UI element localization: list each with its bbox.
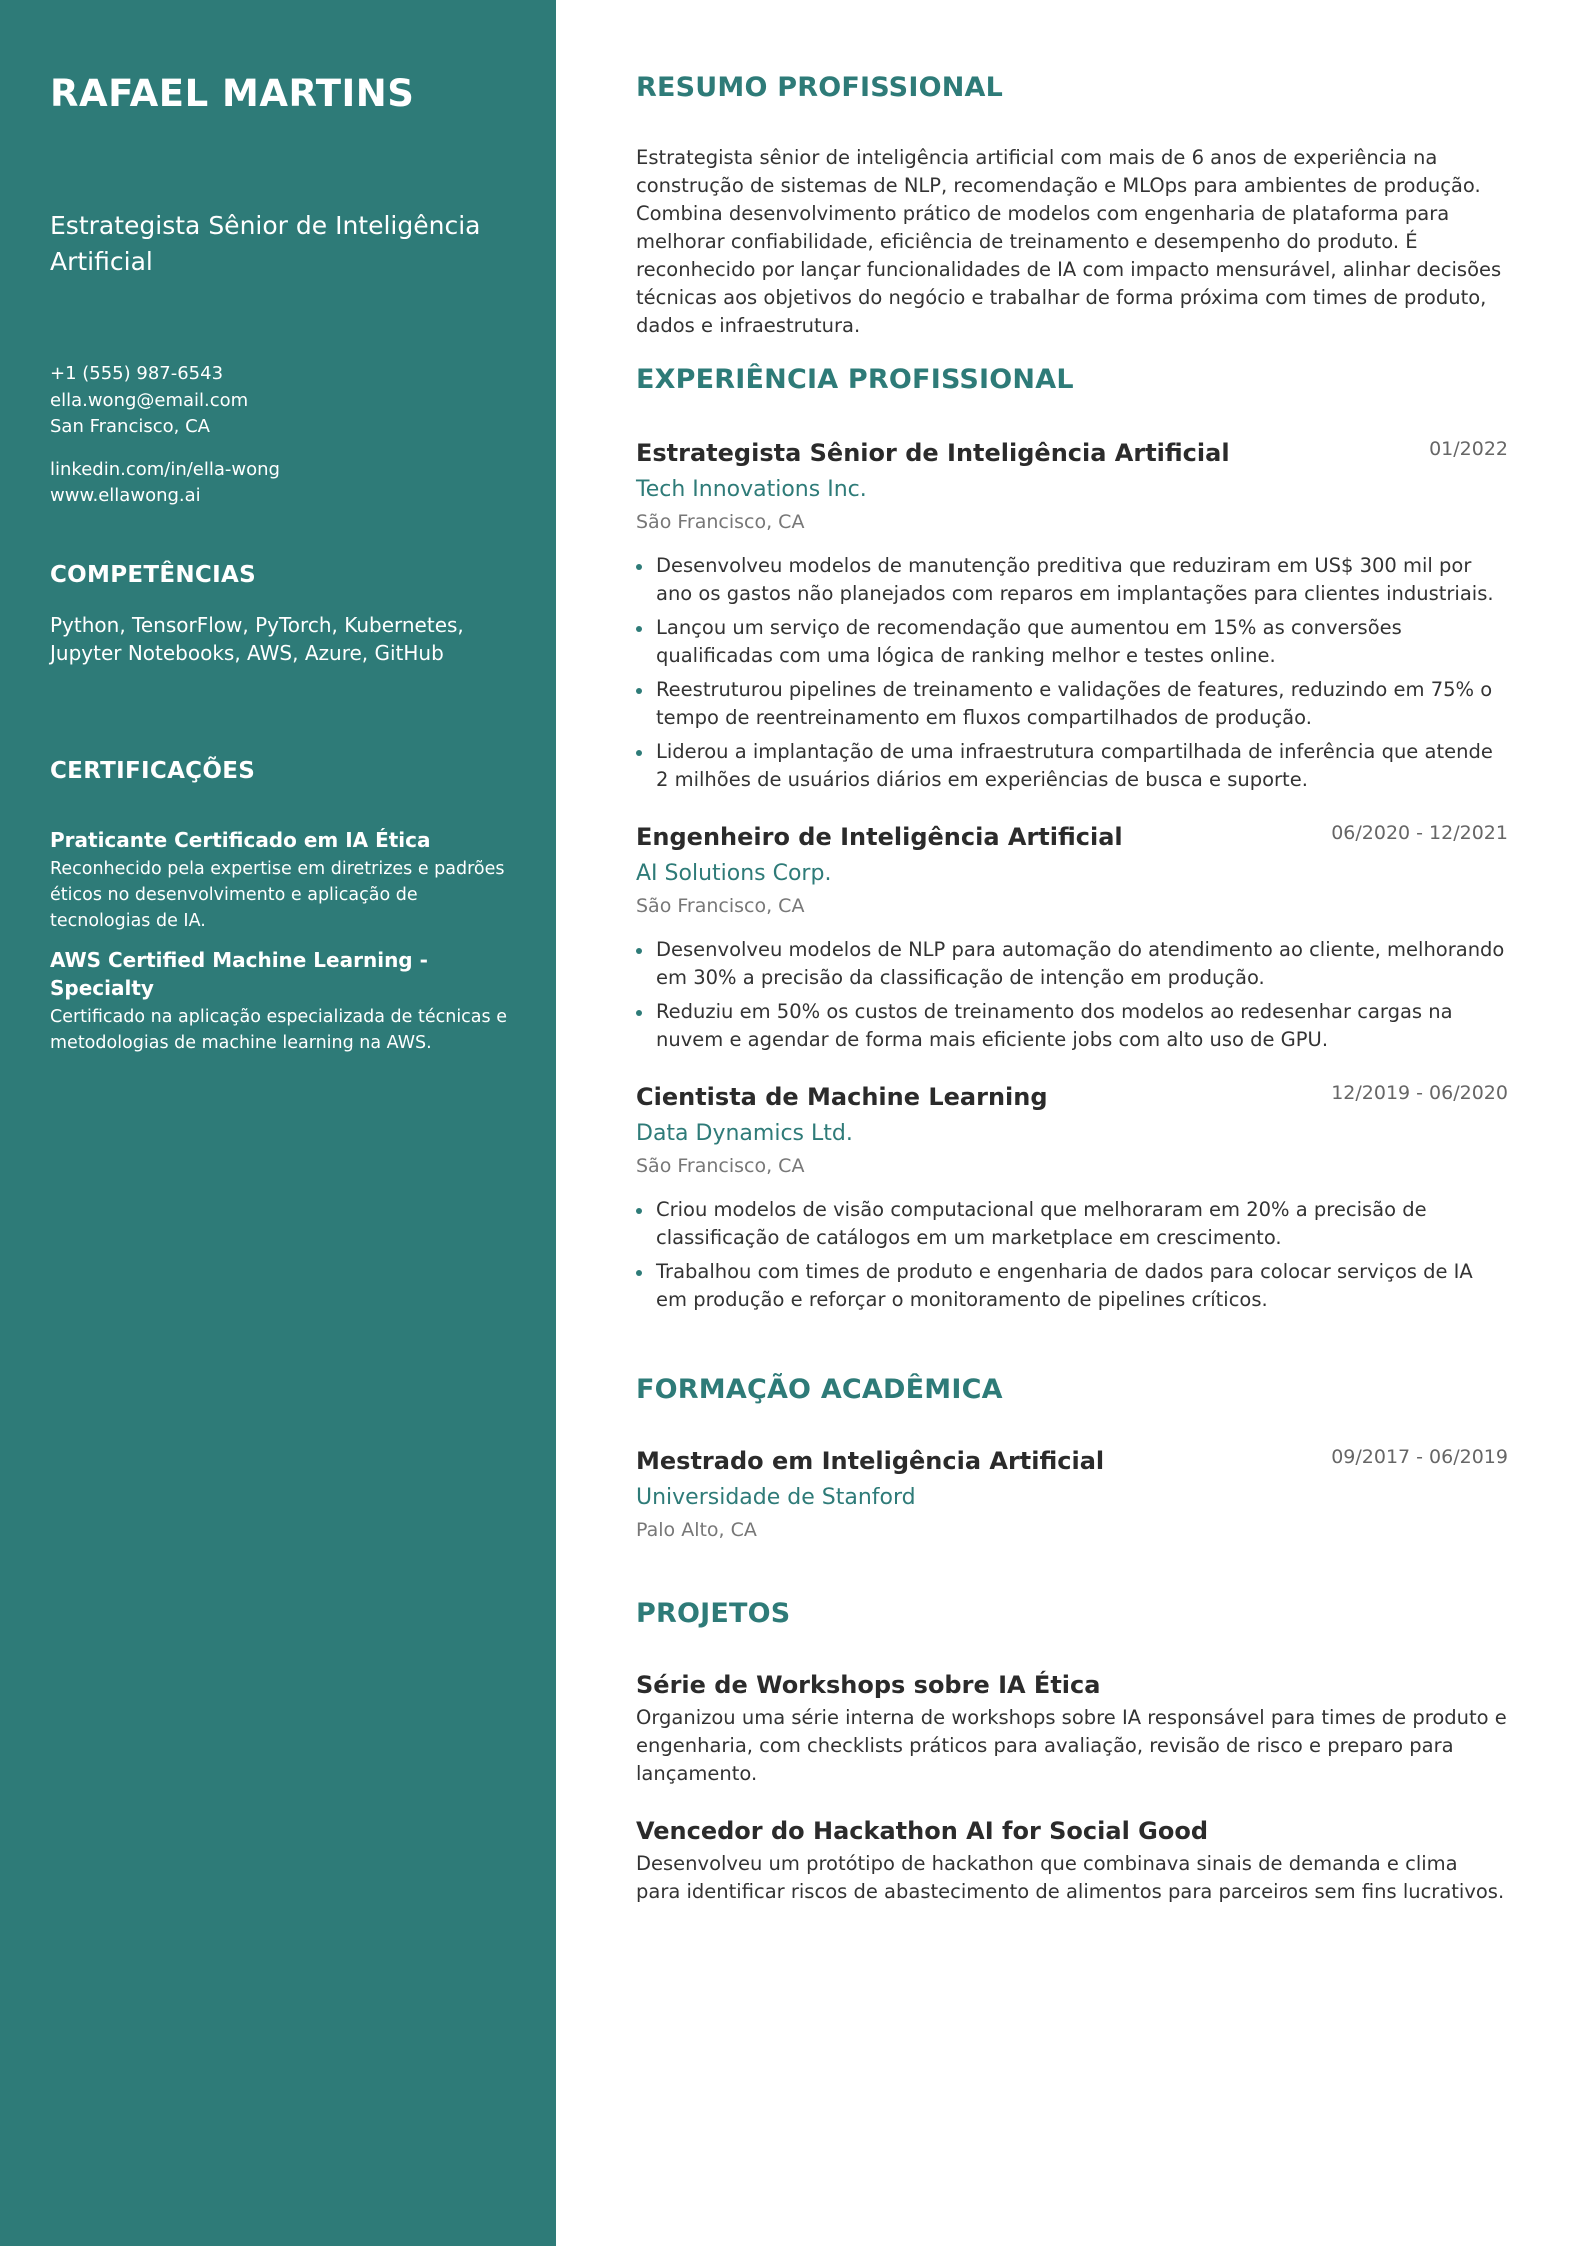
education-entry — [636, 1444, 1508, 1544]
project-item — [636, 1668, 1508, 1788]
project-description: Organizou uma série interna de workshops sobre IA responsável para times de produto e engenharia, com checklists práticos para avaliação, revisão de risco e preparo para lançamento. — [636, 1706, 1507, 1785]
school-location: Palo Alto, CA — [636, 1519, 757, 1541]
candidate-headline: Estrategista Sênior de Inteligência Artificial — [50, 211, 481, 276]
sidebar — [0, 0, 556, 2246]
job-entry — [636, 820, 1508, 1060]
project-title: Série de Workshops sobre IA Ética — [636, 1671, 1101, 1699]
website-link[interactable]: www.ellawong.ai — [50, 485, 201, 506]
school-name: Universidade de Stanford — [636, 1485, 916, 1510]
job-company: AI Solutions Corp. — [636, 861, 832, 886]
projects-heading: PROJETOS — [636, 1598, 791, 1629]
location-text: San Francisco, CA — [50, 416, 210, 437]
certification-title: Praticante Certificado em IA Ética — [50, 828, 431, 852]
skills-heading: COMPETÊNCIAS — [50, 562, 256, 588]
job-entry — [636, 1080, 1508, 1320]
job-title: Estrategista Sênior de Inteligência Artificial — [636, 439, 1230, 467]
bullet-item: Criou modelos de visão computacional que melhoraram em 20% a precisão de classificação de catálogos em um marketplace em crescimento. — [636, 1196, 1508, 1252]
project-description: Desenvolveu um protótipo de hackathon que combinava sinais de demanda e clima para identificar riscos de abastecimento de alimentos para parceiros sem fins lucrativos. — [636, 1852, 1505, 1903]
linkedin-link[interactable]: linkedin.com/in/ella-wong — [50, 458, 280, 480]
job-location: São Francisco, CA — [636, 1155, 805, 1177]
bullet-item: Lançou um serviço de recomendação que aumentou em 15% as conversões qualificadas com uma lógica de ranking melhor e testes online. — [636, 614, 1508, 670]
job-title: Cientista de Machine Learning — [636, 1083, 1048, 1111]
job-company: Data Dynamics Ltd. — [636, 1121, 853, 1146]
summary-heading: RESUMO PROFISSIONAL — [636, 72, 1004, 103]
certification-item — [50, 946, 510, 1056]
project-item — [636, 1814, 1508, 1906]
project-title: Vencedor do Hackathon AI for Social Good — [636, 1817, 1209, 1845]
phone-text: +1 (555) 987-6543 — [50, 363, 224, 384]
experience-heading: EXPERIÊNCIA PROFISSIONAL — [636, 364, 1074, 395]
job-date: 01/2022 — [1429, 438, 1508, 460]
job-bullets — [636, 936, 1508, 1054]
job-date: 06/2020 - 12/2021 — [1331, 822, 1508, 844]
job-bullets — [636, 1196, 1508, 1314]
job-location: São Francisco, CA — [636, 895, 805, 917]
certification-title: AWS Certified Machine Learning - Specialty — [50, 948, 428, 1000]
education-heading: FORMAÇÃO ACADÊMICA — [636, 1374, 1003, 1405]
certifications-heading: CERTIFICAÇÕES — [50, 758, 256, 784]
certification-description: Certificado na aplicação especializada de técnicas e metodologias de machine learning na AWS. — [50, 1007, 507, 1053]
job-title: Engenheiro de Inteligência Artificial — [636, 823, 1123, 851]
bullet-item: Trabalhou com times de produto e engenharia de dados para colocar serviços de IA em produção e reforçar o monitoramento de pipelines críticos. — [636, 1258, 1508, 1314]
bullet-item: Reestruturou pipelines de treinamento e validações de features, reduzindo em 75% o tempo de reentreinamento em fluxos compartilhados de produção. — [636, 676, 1508, 732]
contact-block — [50, 361, 280, 510]
bullet-item: Desenvolveu modelos de NLP para automação do atendimento ao cliente, melhorando em 30% a precisão da classificação de intenção em produção. — [636, 936, 1508, 992]
bullet-item: Reduziu em 50% os custos de treinamento dos modelos ao redesenhar cargas na nuvem e agendar de forma mais eficiente jobs com alto uso de GPU. — [636, 998, 1508, 1054]
candidate-name: RAFAEL MARTINS — [50, 72, 415, 115]
email-link[interactable]: ella.wong@email.com — [50, 389, 249, 411]
job-company: Tech Innovations Inc. — [636, 477, 867, 502]
certification-item — [50, 826, 510, 934]
job-location: São Francisco, CA — [636, 511, 805, 533]
summary-text: Estrategista sênior de inteligência artificial com mais de 6 anos de experiência na construção de sistemas de NLP, recomendação e MLOps para ambientes de produção. Combina desenvolvimento prático de modelos com engenharia de plataforma para melhorar confiabilidade, eficiência de treinamento e desempenho do produto. É reconhecido por lançar funcionalidades de IA com impacto mensurável, alinhar decisões técnicas aos objetivos do negócio e trabalhar de forma próxima com times de produto, dados e infraestrutura. — [636, 146, 1502, 337]
certification-description: Reconhecido pela expertise em diretrizes e padrões éticos no desenvolvimento e aplicação de tecnologias de IA. — [50, 859, 505, 931]
skills-list: Python, TensorFlow, PyTorch, Kubernetes, Jupyter Notebooks, AWS, Azure, GitHub — [50, 613, 464, 665]
job-bullets — [636, 552, 1508, 794]
bullet-item: Desenvolveu modelos de manutenção preditiva que reduziram em US$ 300 mil por ano os gastos não planejados com reparos em implantações para clientes industriais. — [636, 552, 1508, 608]
contact-spacer — [50, 441, 280, 457]
degree-title: Mestrado em Inteligência Artificial — [636, 1447, 1105, 1475]
job-date: 12/2019 - 06/2020 — [1331, 1082, 1508, 1104]
education-date: 09/2017 - 06/2019 — [1331, 1446, 1508, 1468]
job-entry — [636, 436, 1508, 800]
bullet-item: Liderou a implantação de uma infraestrutura compartilhada de inferência que atende 2 milhões de usuários diários em experiências de busca e suporte. — [636, 738, 1508, 794]
